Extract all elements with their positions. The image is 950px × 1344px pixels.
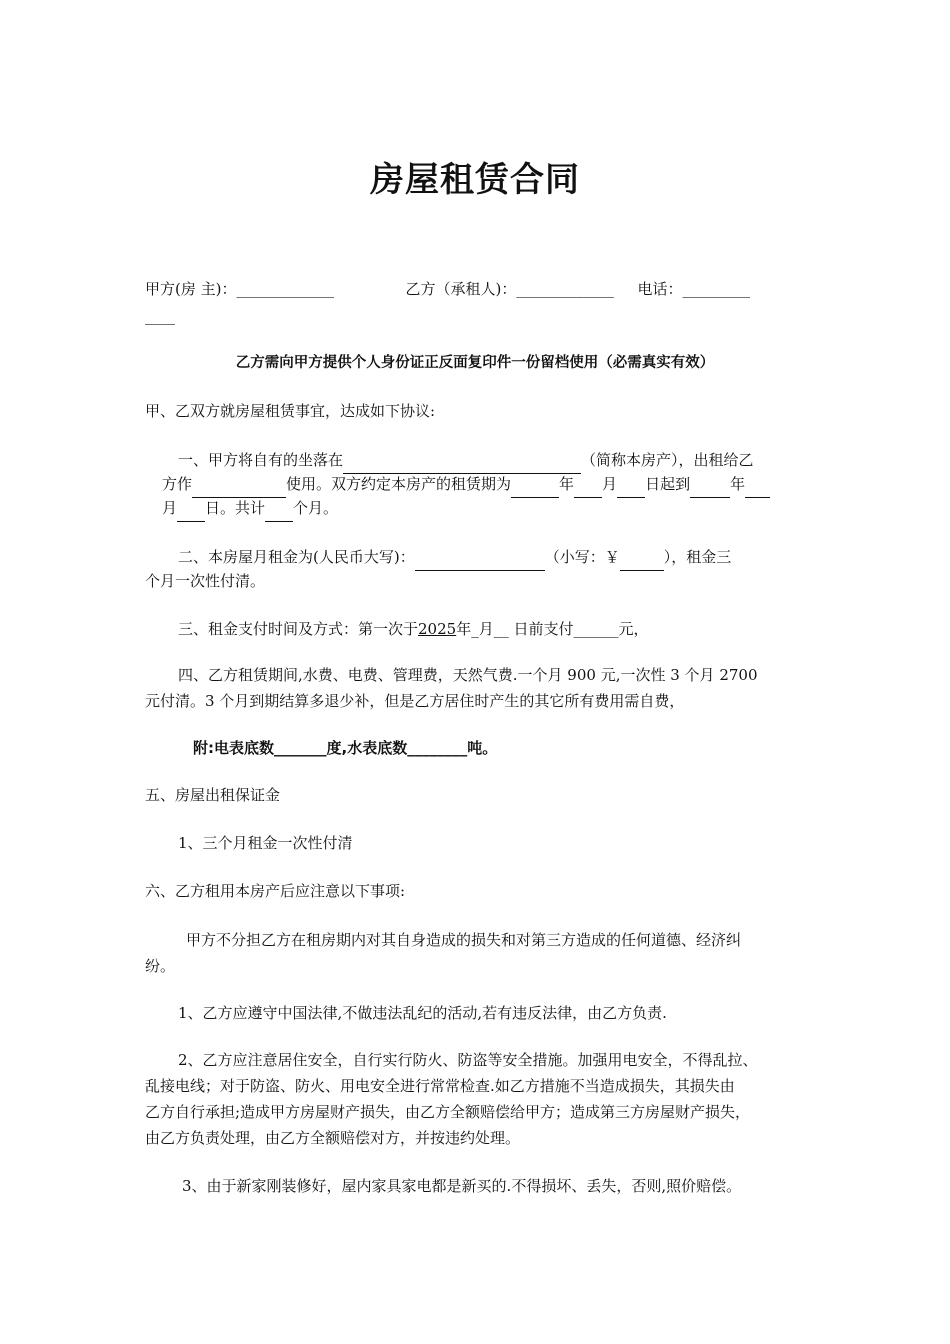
payment-month-blank: _ (471, 620, 479, 638)
clause6-disclaimer-line1: 甲方不分担乙方在租房期内对其自身造成的损失和对第三方造成的任何道德、经济纠 (186, 931, 742, 949)
clause2-line2: 个月一次性付清。 (145, 572, 266, 590)
clause6-item1: 1、乙方应遵守中国法律,不做违法乱纪的活动,若有违反法律，由乙方负责. (178, 1004, 667, 1022)
clause1-text: 日。共计 (205, 499, 266, 517)
clause2-text: （小写：￥ (544, 548, 620, 566)
clause1-text: 年 (559, 475, 575, 493)
intro-paragraph: 甲、乙双方就房屋租赁事宜，达成如下协议: (145, 402, 436, 420)
end-day-blank (177, 504, 205, 522)
phone-blank: _________ (682, 280, 750, 298)
clause3-line (178, 616, 843, 643)
clause6-item2-line4: 由乙方负责处理，由乙方全额赔偿对方，并按违约处理。 (145, 1129, 521, 1147)
clause1-line3 (162, 495, 827, 522)
id-notice: 乙方需向甲方提供个人身份证正反面复印件一份留档使用（必需真实有效） (235, 355, 715, 371)
clause5-item1: 1、三个月租金一次性付清 (178, 834, 353, 852)
phone-blank-continued: ____ (145, 307, 175, 325)
meter-text: 度,水表底数 (326, 739, 408, 757)
clause3-text: 日前支付 (508, 620, 574, 638)
clause6-heading: 六、乙方租用本房产后应注意以下事项: (145, 882, 406, 900)
clause1-text: 个月。 (293, 499, 339, 517)
total-months-blank (265, 504, 293, 522)
clause1-text: 年 (730, 475, 746, 493)
water-meter-blank: ________ (407, 739, 468, 757)
payment-year: 2025 (418, 620, 457, 638)
clause1-text: 方作 (162, 475, 193, 493)
clause1-line1 (178, 447, 843, 474)
clause6-item2-line3: 乙方自行承担;造成甲方房屋财产损失，由乙方全额赔偿给甲方；造成第三方房屋财产损失， (145, 1103, 751, 1121)
landlord-blank: _____________ (236, 280, 334, 298)
payment-amount-blank: ______ (573, 620, 619, 638)
clause1-line2 (162, 471, 827, 498)
clause1-text: （简称本房产），出租给乙 (581, 451, 754, 469)
clause4-line1: 四、乙方租赁期间,水费、电费、管理费，天然气费.一个月 900 元,一次性 3 个月 2700 (178, 666, 758, 684)
clause1-text: 一、甲方将自有的坐落在 (178, 451, 344, 469)
landlord-label: 甲方(房 主)： (145, 280, 237, 298)
clause4-line2: 元付清。3 个月到期结算多退少补，但是乙方居住时产生的其它所有费用需自费， (145, 692, 685, 710)
clause6-item2-line2: 乱接电线；对于防盗、防火、用电安全进行常常检查.如乙方措施不当造成损失，其损失由 (145, 1077, 735, 1095)
clause2-text: 二、本房屋月租金为(人民币大写)： (178, 548, 415, 566)
clause3-text: 月 (478, 620, 494, 638)
clause3-text: 年 (456, 620, 472, 638)
parties-line (145, 276, 810, 303)
clause1-text: 月 (162, 499, 178, 517)
clause1-text: 月 (602, 475, 618, 493)
tenant-label: 乙方（承租人)： (405, 280, 517, 298)
clause2-line1 (178, 544, 843, 571)
phone-label: 电话： (637, 280, 683, 298)
clause1-text: 使用。双方约定本房产的租赁期为 (286, 475, 512, 493)
payment-day-blank: __ (493, 620, 509, 638)
clause6-item2-line1: 2、乙方应注意居住安全，自行实行防火、防盗等安全措施。加强用电安全，不得乱拉、 (178, 1051, 758, 1069)
electric-meter-blank: _______ (274, 739, 327, 757)
clause2-text: ），租金三 (663, 548, 732, 566)
meter-readings (193, 735, 858, 762)
meter-text: 附:电表底数 (193, 739, 274, 757)
meter-text: 吨。 (467, 739, 498, 757)
clause1-text: 日起到 (645, 475, 691, 493)
clause3-text: 元， (618, 620, 649, 638)
clause6-disclaimer-line2: 纷。 (145, 957, 176, 975)
clause6-item3: 3、由于新家刚装修好，屋内家具家电都是新买的.不得损坏、丢失，否则,照价赔偿。 (182, 1177, 742, 1195)
tenant-blank: _____________ (516, 280, 614, 298)
clause3-text: 三、租金支付时间及方式：第一次于 (178, 620, 419, 638)
clause5-heading: 五、房屋出租保证金 (145, 786, 281, 804)
document-title: 房屋租赁合同 (370, 160, 580, 200)
